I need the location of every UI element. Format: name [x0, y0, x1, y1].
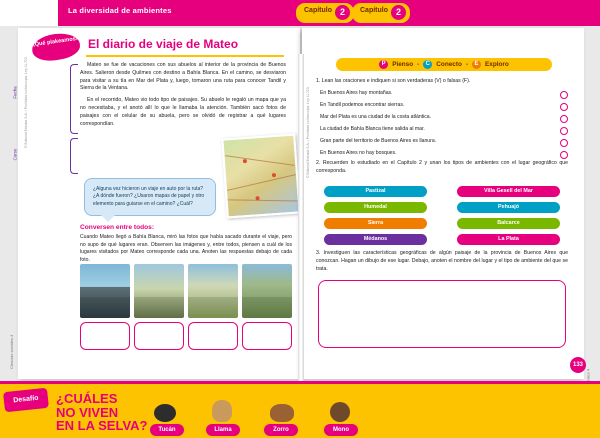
drawing-answer-box[interactable] [318, 280, 566, 348]
map-road [227, 174, 295, 191]
vf-answer-circle[interactable] [560, 127, 568, 135]
list-item [320, 90, 568, 99]
photo-llanura-rio [242, 264, 292, 318]
vf-answer-circle[interactable] [560, 151, 568, 159]
challenge-title-line-1: ¿CUÁLES [56, 391, 118, 406]
statement-text: En Buenos Aires no hay bosques. [320, 150, 397, 156]
challenge-title [56, 392, 147, 433]
header-unit-title: La diversidad de ambientes [68, 6, 172, 15]
animal-llama [212, 400, 232, 422]
diary-paragraph-1: Mateo se fue de vacaciones con sus abuelos al interior de la provincia de Buenos Aires. Salieron desde Quilmes con destino a Bahía Blanca. En el camino, se desviaron para visitar a su tía en Mar del Plata y, luego, tomaron una ruta para conocer Tandil y Sierra de la Ventana. [80, 62, 286, 92]
map-photo [221, 134, 300, 219]
vf-answer-circle[interactable] [560, 103, 568, 111]
answer-box-3[interactable] [188, 322, 238, 350]
chapter-tab-right[interactable] [352, 3, 410, 23]
chip-balcarce[interactable]: Balcarce [457, 218, 560, 229]
animal-tag-mono[interactable]: Mono [324, 424, 358, 436]
matching-chips [324, 186, 560, 245]
challenge-title-line-2: NO VIVEN [56, 404, 119, 420]
animal-tag-zorro[interactable]: Zorro [264, 424, 298, 436]
exercise-2-prompt: 2. Recuerden lo estudiado en el Capítulo 2 y unan los tipos de ambientes con el lugar geográfico que corresponda. [316, 160, 568, 174]
list-item [320, 114, 568, 123]
chapter-tab-left[interactable] [296, 3, 354, 23]
exploro-icon: E [472, 60, 481, 69]
top-header-band [0, 0, 600, 26]
exploro-label: Exploro [485, 61, 509, 68]
pienso-label: Pienso [392, 61, 414, 68]
map-road [228, 199, 298, 201]
animal-tag-llama[interactable]: Llama [206, 424, 240, 436]
answer-box-2[interactable] [134, 322, 184, 350]
speech-bubble-tail [99, 216, 115, 224]
exercise-3-prompt: 3. Investiguen las características geográficas de algún paisaje de la provincia de Buenos Aires que conozcan. Hagan un dibujo de ese lugar. Debajo, anoten el nombre del lugar y el tipo de ambiente del que se trata. [316, 250, 568, 272]
photo-row [80, 264, 292, 318]
brace-fecha [70, 64, 78, 134]
conversen-text: Cuando Mateo llegó a Bahía Blanca, miró las fotos que había sacado durante el viaje, pero no supo de qué lugares eran. Observen las imágenes y, entre todos, piensen a cuál de los lugares visitados por Mateo corresponde cada una. Anoten las respuestas debajo de cada foto. [80, 234, 292, 263]
right-page-credit: © Editorial Estrada S.A. • Prohibida su fotocopia. Ley 11.723 [306, 87, 310, 178]
statement-text: En Buenos Aires hay montañas. [320, 90, 393, 96]
animal-row [150, 388, 400, 436]
chapter-tab-right-number: 2 [391, 5, 406, 20]
list-item [320, 126, 568, 135]
chip-la-plata[interactable]: La Plata [457, 234, 560, 245]
animal-mono [330, 402, 350, 422]
list-item [320, 102, 568, 111]
chip-pehuajo[interactable]: Pehuajó [457, 202, 560, 213]
animal-zorro [270, 404, 294, 422]
conecto-label: Conecto [436, 61, 462, 68]
conecto-icon: C [423, 60, 432, 69]
conversen-section [80, 224, 292, 265]
bottom-challenge-band [0, 381, 600, 438]
photo-sierras-tandil [134, 264, 184, 318]
left-page-title: El diario de viaje de Mateo [88, 37, 239, 51]
pienso-icon: P [379, 60, 388, 69]
answer-box-4[interactable] [242, 322, 292, 350]
side-label-fecha: Fecha [12, 86, 18, 99]
photo-costa-mar-del-plata [188, 264, 238, 318]
statement-text: En Tandil podemos encontrar sierras. [320, 102, 405, 108]
true-false-list [320, 90, 568, 162]
brace-curso [70, 138, 78, 174]
chip-pastizal[interactable]: Pastizal [324, 186, 427, 197]
book-spread [0, 26, 600, 381]
diary-body-text [80, 62, 286, 132]
left-page [9, 28, 300, 379]
chip-sierra[interactable]: Sierra [324, 218, 427, 229]
vf-answer-circle[interactable] [560, 91, 568, 99]
book-gutter [298, 54, 304, 407]
challenge-title-line-3: EN LA SELVA? [56, 418, 148, 434]
vf-answer-circle[interactable] [560, 139, 568, 147]
map-city-dot [243, 159, 247, 163]
header-white-block [0, 0, 58, 26]
chapter-tab-left-label: Capítulo [304, 7, 332, 14]
speech-bubble-text: ¿Alguna vez hicieron un viaje en auto por la ruta? ¿A dónde fueron? ¿Usaron mapas de papel y otro elemento para guiarse en el camino? ¿Cuál? [93, 186, 205, 207]
exercise-1-prompt: 1. Lean las oraciones e indiquen si son verdaderas (V) o falsas (F). [316, 78, 471, 84]
diary-paragraph-2: En el recorrido, Mateo vio todo tipo de paisajes. Su abuelo le regaló un mapa que ya no necesitaba, y el anotó allí lo que le llamaba la atención. También sacó fotos de paisajes con el celular de su abuela, pero se olvidó de registrar a qué lugares correspondían. [80, 97, 286, 127]
answer-row [80, 322, 292, 350]
speech-bubble [84, 178, 216, 216]
list-item [320, 150, 568, 159]
list-item [320, 138, 568, 147]
chip-medanos[interactable]: Médanos [324, 234, 427, 245]
map-road [225, 155, 294, 166]
animal-tucan [154, 404, 176, 422]
conversen-heading: Conversen entre todos: [80, 224, 155, 231]
chip-humedal[interactable]: Humedal [324, 202, 427, 213]
desafio-badge: Desafío [3, 388, 49, 412]
animal-tag-tucan[interactable]: Tucán [150, 424, 184, 436]
map-city-dot [272, 173, 276, 177]
que-plakeamos-badge: ¡Qué plakeamos! [30, 31, 81, 63]
chip-villa-gesell-del-mar[interactable]: Villa Gesell del Mar [457, 186, 560, 197]
chapter-tab-left-number: 2 [335, 5, 350, 20]
left-page-credit: © Editorial Estrada S.A. • Prohibida su fotocopia. Ley 11.723 [24, 57, 28, 148]
left-page-folio: Ciencias sociales 4 [9, 334, 14, 369]
vf-answer-circle[interactable] [560, 115, 568, 123]
title-underline [86, 55, 284, 57]
photo-ciudad-quilmes [80, 264, 130, 318]
page-number-badge: 133 [570, 357, 586, 373]
right-page [302, 28, 584, 379]
pienso-conecto-exploro-bar: P Pienso - C Conecto - E Exploro [336, 58, 552, 71]
side-label-curso: Curso [12, 148, 18, 161]
chapter-tab-right-label: Capítulo [360, 7, 388, 14]
statement-text: Mar del Plata es una ciudad de la costa atlántica. [320, 114, 431, 120]
statement-text: La ciudad de Bahía Blanca tiene salida al mar. [320, 126, 425, 132]
answer-box-1[interactable] [80, 322, 130, 350]
statement-text: Gran parte del territorio de Buenos Aires es llanura. [320, 138, 437, 144]
